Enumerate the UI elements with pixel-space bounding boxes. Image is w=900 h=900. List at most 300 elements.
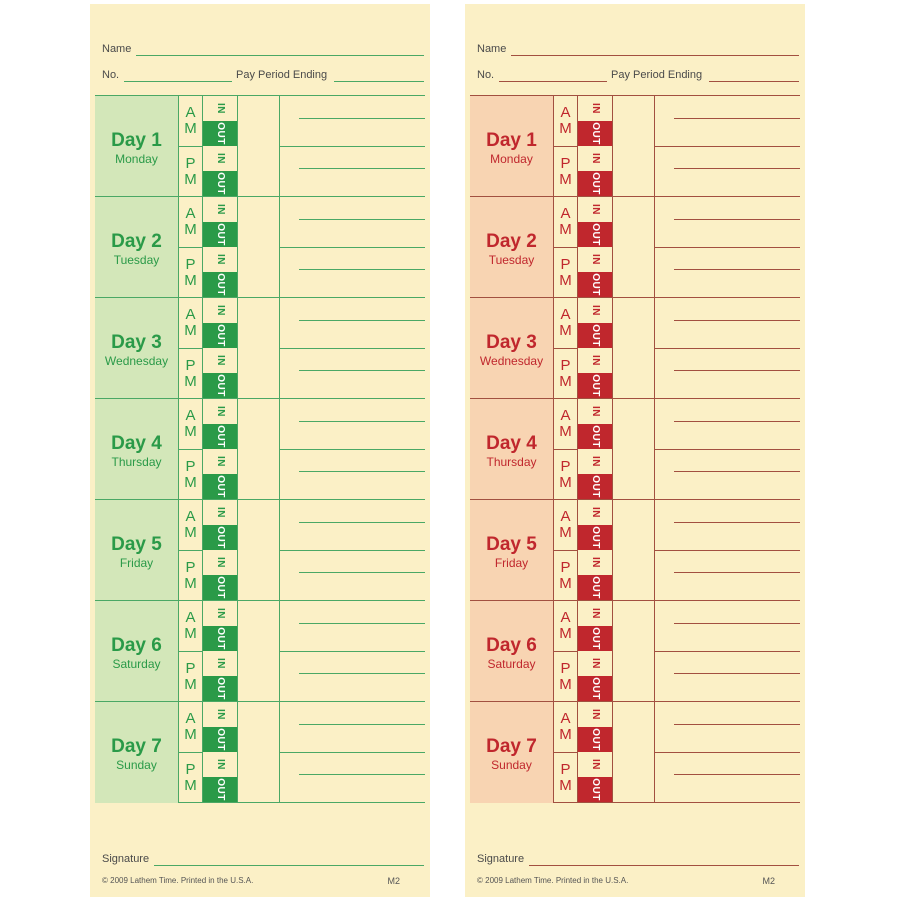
in-label: IN (589, 254, 601, 265)
pm-label (554, 348, 578, 398)
pay-period-write-line[interactable] (709, 81, 799, 82)
time-card-right (465, 4, 805, 897)
day-number: Day 3 (486, 332, 537, 353)
am-letter: M (184, 625, 197, 642)
am-letter: A (560, 710, 571, 727)
in-label: IN (214, 254, 226, 265)
out-label: OUT (589, 172, 601, 195)
in-label: IN (589, 759, 601, 770)
pm-label (179, 752, 203, 802)
form-code: M2 (387, 876, 400, 886)
in-label: IN (214, 355, 226, 366)
in-marker (578, 247, 612, 272)
pm-label (554, 752, 578, 802)
hours-write-line[interactable] (674, 724, 800, 725)
hours-write-line[interactable] (299, 168, 425, 169)
in-marker (578, 298, 612, 323)
out-marker (578, 323, 612, 348)
signature-label: Signature (102, 853, 150, 865)
out-label: OUT (214, 627, 226, 650)
day-cell (95, 601, 179, 701)
in-marker (203, 550, 237, 575)
pm-letter: P (560, 761, 571, 778)
out-marker (578, 121, 612, 146)
hours-write-line[interactable] (674, 623, 800, 624)
hours-write-line[interactable] (299, 673, 425, 674)
in-marker (203, 601, 237, 626)
day-row (95, 399, 425, 500)
out-marker (578, 525, 612, 550)
in-label: IN (589, 153, 601, 164)
pm-letter: M (184, 575, 197, 592)
pm-label (179, 550, 203, 600)
day-number: Day 5 (486, 534, 537, 555)
hours-write-line[interactable] (674, 471, 800, 472)
hours-write-line[interactable] (299, 774, 425, 775)
day-number: Day 6 (111, 635, 162, 656)
day-cell (95, 500, 179, 600)
in-marker (578, 550, 612, 575)
number-field[interactable] (477, 68, 799, 82)
out-label: OUT (589, 425, 601, 448)
hours-write-line[interactable] (299, 370, 425, 371)
out-marker (578, 676, 612, 701)
row-divider (279, 449, 425, 450)
am-letter: A (560, 407, 571, 424)
in-marker (203, 298, 237, 323)
hours-write-line[interactable] (674, 320, 800, 321)
day-cell (95, 298, 179, 398)
in-label: IN (214, 759, 226, 770)
pm-label (554, 550, 578, 600)
day-weekday: Monday (115, 152, 158, 166)
column-divider (612, 197, 613, 297)
signature-write-line[interactable] (529, 865, 799, 866)
in-label: IN (589, 103, 601, 114)
day-weekday: Sunday (491, 758, 532, 772)
day-number: Day 4 (486, 433, 537, 454)
in-label: IN (214, 153, 226, 164)
hours-write-line[interactable] (299, 219, 425, 220)
in-label: IN (589, 557, 601, 568)
in-marker (578, 197, 612, 222)
day-number: Day 6 (486, 635, 537, 656)
signature-label: Signature (477, 853, 525, 865)
day-row (95, 298, 425, 399)
out-label: OUT (214, 273, 226, 296)
am-letter: M (559, 625, 572, 642)
in-marker (578, 601, 612, 626)
am-label (554, 298, 578, 348)
pm-letter: M (184, 171, 197, 188)
pm-letter: P (560, 357, 571, 374)
in-marker (578, 702, 612, 727)
column-divider (237, 500, 238, 600)
day-cell (470, 399, 554, 499)
pay-period-write-line[interactable] (334, 81, 424, 82)
name-write-line[interactable] (136, 55, 424, 56)
in-marker (578, 500, 612, 525)
am-label (179, 96, 203, 146)
in-label: IN (214, 658, 226, 669)
day-weekday: Thursday (111, 455, 162, 469)
row-divider (654, 348, 800, 349)
day-row (95, 197, 425, 298)
out-marker (578, 171, 612, 196)
pm-letter: M (184, 777, 197, 794)
day-number: Day 2 (486, 231, 537, 252)
pm-letter: P (185, 256, 196, 273)
in-marker (203, 702, 237, 727)
out-label: OUT (214, 778, 226, 801)
out-label: OUT (214, 374, 226, 397)
day-number: Day 7 (111, 736, 162, 757)
copyright-text: © 2009 Lathem Time. Printed in the U.S.A. (477, 876, 629, 885)
am-label (179, 500, 203, 550)
out-marker (203, 525, 237, 550)
am-letter: M (559, 423, 572, 440)
name-label: Name (102, 43, 132, 55)
pm-label (554, 247, 578, 297)
day-row (470, 399, 800, 500)
am-label (554, 702, 578, 752)
column-divider (612, 500, 613, 600)
day-number: Day 4 (111, 433, 162, 454)
in-marker (578, 449, 612, 474)
out-label: OUT (214, 172, 226, 195)
pm-letter: M (559, 171, 572, 188)
in-marker (203, 247, 237, 272)
hours-write-line[interactable] (299, 572, 425, 573)
row-divider (279, 651, 425, 652)
in-label: IN (589, 204, 601, 215)
day-weekday: Wednesday (104, 354, 169, 368)
hours-write-line[interactable] (674, 269, 800, 270)
form-code: M2 (762, 876, 775, 886)
column-divider (237, 702, 238, 803)
out-marker (203, 676, 237, 701)
pm-letter: M (559, 272, 572, 289)
out-label: OUT (214, 122, 226, 145)
column-divider (612, 96, 613, 196)
in-label: IN (589, 608, 601, 619)
day-row (470, 197, 800, 298)
in-label: IN (214, 305, 226, 316)
pm-label (179, 146, 203, 196)
am-label (179, 298, 203, 348)
out-label: OUT (589, 677, 601, 700)
out-label: OUT (214, 526, 226, 549)
pay-period-label: Pay Period Ending (236, 69, 328, 81)
in-marker (203, 146, 237, 171)
day-cell (95, 702, 179, 803)
out-marker (203, 222, 237, 247)
out-marker (578, 777, 612, 802)
am-letter: A (185, 306, 196, 323)
number-write-line[interactable] (124, 81, 232, 82)
day-row (95, 96, 425, 197)
day-cell (95, 399, 179, 499)
day-number: Day 2 (111, 231, 162, 252)
out-label: OUT (214, 223, 226, 246)
in-marker (203, 348, 237, 373)
in-marker (578, 651, 612, 676)
in-label: IN (214, 103, 226, 114)
out-label: OUT (214, 425, 226, 448)
day-weekday: Friday (119, 556, 154, 570)
row-divider (279, 146, 425, 147)
am-letter: M (559, 322, 572, 339)
out-label: OUT (589, 122, 601, 145)
column-divider (237, 96, 238, 196)
am-letter: A (185, 104, 196, 121)
hours-write-line[interactable] (299, 471, 425, 472)
card-footer (477, 876, 775, 885)
am-label (554, 399, 578, 449)
am-letter: M (184, 221, 197, 238)
out-marker (203, 777, 237, 802)
signature-field[interactable] (477, 852, 799, 866)
am-letter: M (184, 524, 197, 541)
pm-letter: P (185, 458, 196, 475)
in-marker (203, 651, 237, 676)
hours-write-line[interactable] (299, 320, 425, 321)
out-marker (203, 626, 237, 651)
column-divider (612, 702, 613, 803)
in-marker (578, 348, 612, 373)
signature-field[interactable] (102, 852, 424, 866)
in-marker (203, 449, 237, 474)
row-divider (654, 651, 800, 652)
am-letter: M (559, 726, 572, 743)
am-letter: A (560, 205, 571, 222)
out-marker (578, 575, 612, 600)
in-marker (578, 399, 612, 424)
hours-write-line[interactable] (674, 421, 800, 422)
pm-letter: P (185, 761, 196, 778)
out-marker (578, 373, 612, 398)
hours-write-line[interactable] (299, 522, 425, 523)
pm-letter: M (184, 373, 197, 390)
column-divider (237, 197, 238, 297)
pm-letter: P (560, 155, 571, 172)
hours-write-line[interactable] (299, 118, 425, 119)
out-label: OUT (589, 223, 601, 246)
out-marker (203, 373, 237, 398)
day-weekday: Thursday (486, 455, 537, 469)
pm-letter: P (560, 458, 571, 475)
am-label (554, 197, 578, 247)
day-cell (470, 197, 554, 297)
am-letter: A (560, 609, 571, 626)
hours-write-line[interactable] (674, 673, 800, 674)
out-label: OUT (589, 627, 601, 650)
day-row (95, 500, 425, 601)
day-weekday: Tuesday (113, 253, 160, 267)
am-letter: M (184, 322, 197, 339)
pay-period-label: Pay Period Ending (611, 69, 703, 81)
row-divider (279, 348, 425, 349)
pm-label (179, 449, 203, 499)
row-divider (279, 247, 425, 248)
pm-label (554, 146, 578, 196)
column-divider (237, 399, 238, 499)
card-footer (102, 876, 400, 885)
day-weekday: Tuesday (488, 253, 535, 267)
in-label: IN (589, 355, 601, 366)
pm-letter: P (560, 256, 571, 273)
day-number: Day 1 (486, 130, 537, 151)
pm-letter: P (185, 357, 196, 374)
hours-write-line[interactable] (674, 370, 800, 371)
signature-write-line[interactable] (154, 865, 424, 866)
pm-letter: P (185, 660, 196, 677)
day-row (470, 298, 800, 399)
number-write-line[interactable] (499, 81, 607, 82)
in-marker (203, 197, 237, 222)
pm-letter: P (185, 559, 196, 576)
in-label: IN (214, 456, 226, 467)
day-cell (470, 96, 554, 196)
out-marker (203, 121, 237, 146)
out-marker (203, 474, 237, 499)
in-label: IN (214, 204, 226, 215)
hours-write-line[interactable] (674, 522, 800, 523)
am-letter: A (185, 205, 196, 222)
row-divider (654, 449, 800, 450)
pm-label (554, 651, 578, 701)
out-marker (203, 323, 237, 348)
day-weekday: Sunday (116, 758, 157, 772)
pm-letter: M (184, 676, 197, 693)
day-weekday: Monday (490, 152, 533, 166)
in-label: IN (214, 608, 226, 619)
pm-letter: M (559, 676, 572, 693)
day-number: Day 3 (111, 332, 162, 353)
row-divider (279, 752, 425, 753)
am-letter: M (559, 120, 572, 137)
am-label (179, 702, 203, 752)
column-divider (237, 601, 238, 701)
column-divider (612, 298, 613, 398)
am-letter: A (560, 508, 571, 525)
pm-letter: M (184, 272, 197, 289)
pm-letter: M (559, 373, 572, 390)
copyright-text: © 2009 Lathem Time. Printed in the U.S.A. (102, 876, 254, 885)
name-field[interactable] (477, 42, 799, 56)
day-weekday: Friday (494, 556, 529, 570)
out-label: OUT (589, 374, 601, 397)
in-label: IN (589, 507, 601, 518)
pm-letter: P (560, 559, 571, 576)
in-marker (203, 399, 237, 424)
am-label (554, 601, 578, 651)
day-cell (95, 96, 179, 196)
out-marker (203, 171, 237, 196)
am-letter: A (560, 306, 571, 323)
in-label: IN (214, 507, 226, 518)
column-divider (612, 601, 613, 701)
day-row (470, 96, 800, 197)
in-label: IN (214, 406, 226, 417)
out-marker (203, 575, 237, 600)
out-label: OUT (589, 475, 601, 498)
in-label: IN (589, 456, 601, 467)
hours-write-line[interactable] (299, 269, 425, 270)
column-divider (612, 399, 613, 499)
am-label (179, 197, 203, 247)
in-label: IN (589, 658, 601, 669)
am-letter: M (184, 423, 197, 440)
day-weekday: Saturday (487, 657, 536, 671)
in-label: IN (214, 709, 226, 720)
pm-label (179, 651, 203, 701)
hours-write-line[interactable] (299, 421, 425, 422)
am-letter: A (560, 104, 571, 121)
hours-write-line[interactable] (674, 774, 800, 775)
day-cell (470, 601, 554, 701)
pm-letter: M (559, 575, 572, 592)
pm-label (554, 449, 578, 499)
hours-write-line[interactable] (299, 623, 425, 624)
pm-letter: P (185, 155, 196, 172)
am-letter: M (184, 726, 197, 743)
am-letter: A (185, 710, 196, 727)
day-cell (470, 298, 554, 398)
name-write-line[interactable] (511, 55, 799, 56)
out-label: OUT (589, 728, 601, 751)
out-label: OUT (589, 273, 601, 296)
punch-grid (95, 95, 425, 803)
pm-letter: M (559, 474, 572, 491)
out-marker (578, 222, 612, 247)
in-label: IN (589, 709, 601, 720)
am-label (179, 399, 203, 449)
out-label: OUT (589, 526, 601, 549)
hours-write-line[interactable] (674, 219, 800, 220)
day-number: Day 7 (486, 736, 537, 757)
in-label: IN (214, 557, 226, 568)
am-letter: M (559, 221, 572, 238)
am-label (179, 601, 203, 651)
pm-label (179, 247, 203, 297)
out-marker (578, 272, 612, 297)
row-divider (654, 550, 800, 551)
hours-write-line[interactable] (674, 168, 800, 169)
name-label: Name (477, 43, 507, 55)
hours-write-line[interactable] (674, 572, 800, 573)
hours-write-line[interactable] (674, 118, 800, 119)
name-field[interactable] (102, 42, 424, 56)
out-marker (578, 727, 612, 752)
day-row (95, 702, 425, 803)
number-field[interactable] (102, 68, 424, 82)
column-divider (237, 298, 238, 398)
day-row (470, 500, 800, 601)
in-marker (203, 96, 237, 121)
hours-write-line[interactable] (299, 724, 425, 725)
in-label: IN (589, 305, 601, 316)
am-letter: M (559, 524, 572, 541)
day-row (470, 702, 800, 803)
day-cell (470, 702, 554, 803)
out-marker (578, 626, 612, 651)
pm-letter: P (560, 660, 571, 677)
out-marker (203, 272, 237, 297)
out-label: OUT (589, 778, 601, 801)
am-letter: A (185, 407, 196, 424)
out-label: OUT (589, 576, 601, 599)
